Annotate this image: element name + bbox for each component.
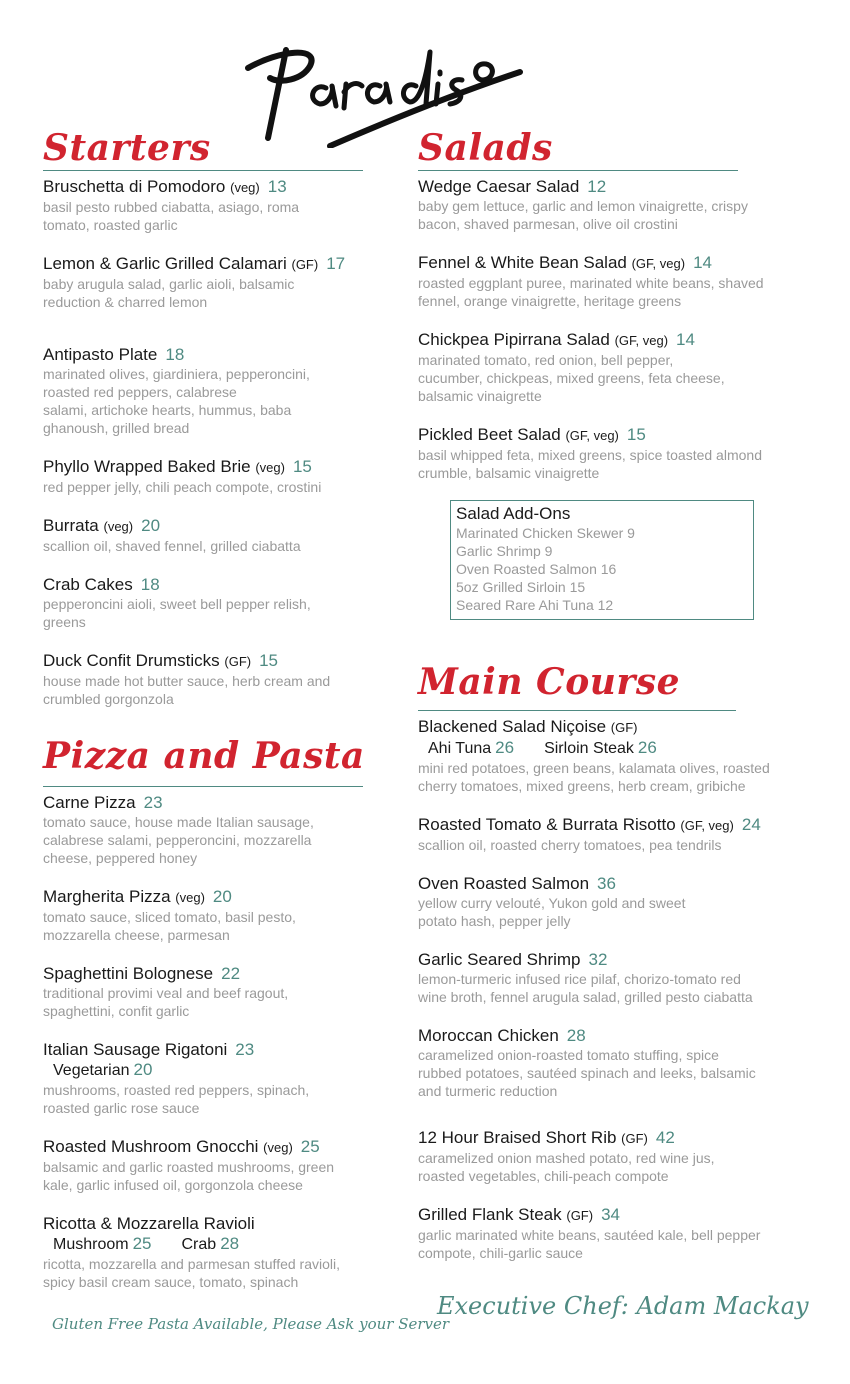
menu-item — [43, 651, 413, 708]
menu-item — [43, 793, 413, 867]
dietary-tag: (veg) — [175, 890, 205, 905]
menu-item-price: 18 — [140, 575, 160, 594]
menu-item — [43, 457, 413, 496]
menu-item — [418, 1026, 828, 1100]
menu-item-title-line — [418, 330, 828, 351]
menu-item-description: baby gem lettuce, garlic and lemon vinaigrette, crispy — [418, 198, 748, 214]
menu-item-title-line — [418, 1128, 828, 1149]
right-column — [418, 128, 828, 482]
salads-title: Salads — [418, 127, 553, 169]
dietary-tag: (GF) — [291, 257, 319, 272]
menu-item-description: spicy basil cream sauce, tomato, spinach — [43, 1274, 299, 1290]
menu-item-name: Burrata — [43, 516, 99, 535]
menu-item-price: 36 — [597, 874, 616, 893]
menu-item-name: Chickpea Pipirrana Salad — [418, 330, 610, 349]
main-course-list — [418, 717, 828, 1262]
menu-item-price: 14 — [693, 253, 712, 272]
addon-item: Marinated Chicken Skewer 9 — [456, 525, 635, 541]
menu-item-title-line — [43, 1137, 413, 1158]
menu-item-price: 24 — [741, 815, 761, 834]
menu-item-price: 12 — [587, 177, 607, 196]
menu-item-description: crumble, balsamic vinaigrette — [418, 465, 600, 481]
variant-label: Vegetarian — [53, 1062, 130, 1079]
menu-item-price: 20 — [212, 887, 232, 906]
left-column — [43, 128, 413, 1291]
menu-item — [418, 1128, 828, 1185]
menu-item-description: spaghettini, confit garlic — [43, 1003, 190, 1019]
menu-item-variants — [418, 738, 828, 759]
menu-item-title-line — [43, 575, 413, 595]
menu-item-title-line — [418, 425, 828, 446]
menu-item-description: crumbled gorgonzola — [43, 691, 174, 707]
menu-item-description: lemon-turmeric infused rice pilaf, chorizo-tomato red — [418, 971, 741, 987]
salads-list — [418, 177, 828, 482]
menu-item — [43, 254, 413, 311]
menu-item-description: traditional provimi veal and beef ragout, — [43, 985, 289, 1001]
menu-item — [418, 950, 828, 1006]
variant-label: Crab — [181, 1236, 217, 1253]
variant-price: 26 — [637, 738, 657, 757]
menu-item — [43, 887, 413, 944]
menu-item-description: caramelized onion-roasted tomato stuffing, spice — [418, 1047, 719, 1063]
menu-item-description: tomato sauce, house made Italian sausage, — [43, 814, 314, 830]
menu-item — [43, 575, 413, 631]
menu-item — [418, 815, 828, 854]
menu-item-name: Grilled Flank Steak — [418, 1205, 562, 1224]
menu-item-description: mozzarella cheese, parmesan — [43, 927, 230, 943]
menu-item — [43, 177, 413, 234]
menu-item-description: ricotta, mozzarella and parmesan stuffed ravioli, — [43, 1256, 340, 1272]
dietary-tag: (GF, veg) — [680, 818, 734, 833]
menu-item-name: Bruschetta di Pomodoro — [43, 177, 226, 196]
menu-item — [43, 516, 413, 555]
menu-item — [418, 330, 828, 405]
gluten-free-note: Gluten Free Pasta Available, Please Ask your Server — [52, 1315, 450, 1333]
starters-list — [43, 177, 413, 708]
menu-item-description: tomato, roasted garlic — [43, 217, 178, 233]
menu-item-price: 42 — [655, 1128, 675, 1147]
menu-item-description: salami, artichoke hearts, hummus, baba — [43, 402, 292, 418]
menu-item-title-line — [418, 874, 828, 894]
menu-item-description: pepperoncini aioli, sweet bell pepper relish, — [43, 596, 311, 612]
menu-item-title-line — [43, 177, 413, 198]
menu-item-description: ghanoush, grilled bread — [43, 420, 190, 436]
menu-item-name: Italian Sausage Rigatoni — [43, 1040, 228, 1059]
addon-item: Seared Rare Ahi Tuna 12 — [456, 597, 614, 613]
menu-item-description: rubbed potatoes, sautéed spinach and leeks, balsamic — [418, 1065, 756, 1081]
menu-item-description: red pepper jelly, chili peach compote, crostini — [43, 479, 322, 495]
menu-item — [418, 253, 828, 310]
dietary-tag: (GF) — [224, 654, 252, 669]
dietary-tag: (GF, veg) — [614, 333, 669, 348]
menu-item-description: marinated tomato, red onion, bell pepper, — [418, 352, 674, 368]
menu-item-price: 20 — [141, 516, 161, 535]
menu-item — [418, 874, 828, 930]
menu-item-variants — [43, 1060, 413, 1081]
menu-item-description: scallion oil, shaved fennel, grilled ciabatta — [43, 538, 301, 554]
menu-item — [43, 1137, 413, 1194]
menu-item-name: Phyllo Wrapped Baked Brie — [43, 457, 251, 476]
addon-item: Garlic Shrimp 9 — [456, 543, 553, 559]
menu-item-description: baby arugula salad, garlic aioli, balsamic — [43, 276, 295, 292]
menu-item-description: compote, chili-garlic sauce — [418, 1245, 583, 1261]
menu-item — [43, 345, 413, 437]
menu-item-name: Oven Roasted Salmon — [418, 874, 590, 893]
menu-item-description: marinated olives, giardiniera, pepperoncini, — [43, 366, 310, 382]
dietary-tag: (GF, veg) — [565, 428, 619, 443]
menu-item-name: Moroccan Chicken — [418, 1026, 559, 1045]
variant-label: Ahi Tuna — [428, 740, 492, 757]
menu-item-description: and turmeric reduction — [418, 1083, 558, 1099]
menu-item-description: basil whipped feta, mixed greens, spice toasted almond — [418, 447, 762, 463]
menu-item-title-line — [43, 345, 413, 365]
menu-item-title-line — [418, 253, 828, 274]
menu-item — [418, 425, 828, 482]
menu-item-description: kale, garlic infused oil, gorgonzola cheese — [43, 1177, 303, 1193]
menu-item-description: roasted red peppers, calabrese — [43, 384, 237, 400]
menu-item-price: 23 — [235, 1040, 255, 1059]
menu-item-name: Pickled Beet Salad — [418, 425, 561, 444]
menu-item-title-line — [43, 1214, 413, 1234]
dietary-tag: (GF) — [621, 1131, 648, 1146]
menu-item-title-line — [43, 651, 413, 672]
pizza-pasta-list — [43, 793, 413, 1291]
menu-item-description: reduction & charred lemon — [43, 294, 208, 310]
menu-item-title-line — [418, 177, 828, 197]
menu-item-description: house made hot butter sauce, herb cream and — [43, 673, 331, 689]
menu-item-title-line — [43, 254, 413, 275]
menu-item-description: roasted vegetables, chili-peach compote — [418, 1168, 669, 1184]
menu-item-price: 17 — [326, 254, 346, 273]
menu-item-title-line — [418, 815, 828, 836]
menu-item-price: 22 — [221, 964, 241, 983]
menu-item-description: calabrese salami, pepperoncini, mozzarella — [43, 832, 312, 848]
menu-item-description: greens — [43, 614, 86, 630]
menu-item-description: mini red potatoes, green beans, kalamata olives, roasted — [418, 760, 770, 776]
addon-item: 5oz Grilled Sirloin 15 — [456, 579, 586, 595]
menu-item-name: Spaghettini Bolognese — [43, 964, 214, 983]
menu-item-price: 14 — [676, 330, 695, 349]
menu-item-title-line — [43, 457, 413, 478]
menu-item-price: 25 — [300, 1137, 320, 1156]
dietary-tag: (veg) — [103, 519, 134, 534]
menu-item — [418, 177, 828, 233]
salad-addons-box — [450, 500, 754, 620]
menu-item-price: 15 — [259, 651, 279, 670]
menu-item-description: balsamic and garlic roasted mushrooms, green — [43, 1159, 335, 1175]
menu-item-description: cherry tomatoes, mixed greens, herb cream, gribiche — [418, 778, 746, 794]
menu-item-title-line — [43, 964, 413, 984]
menu-item-price: 15 — [626, 425, 646, 444]
menu-item-description: tomato sauce, sliced tomato, basil pesto, — [43, 909, 296, 925]
menu-item-name: Antipasto Plate — [43, 345, 158, 364]
menu-item-name: Blackened Salad Niçoise — [418, 717, 607, 736]
menu-item — [43, 1214, 413, 1291]
starters-divider — [43, 170, 363, 171]
menu-item-price: 34 — [601, 1205, 620, 1224]
menu-item-description: yellow curry velouté, Yukon gold and sweet — [418, 895, 686, 911]
executive-chef-credit: Executive Chef: Adam Mackay — [437, 1292, 809, 1320]
menu-item-price: 23 — [143, 793, 163, 812]
menu-item-description: fennel, orange vinaigrette, heritage greens — [418, 293, 682, 309]
menu-item-name: Roasted Mushroom Gnocchi — [43, 1137, 259, 1156]
menu-item-title-line — [43, 516, 413, 537]
menu-item — [418, 1205, 828, 1262]
menu-item-name: Margherita Pizza — [43, 887, 171, 906]
menu-item-name: Garlic Seared Shrimp — [418, 950, 581, 969]
menu-item-price: 18 — [165, 345, 185, 364]
salad-addons-title: Salad Add-Ons — [456, 504, 571, 523]
menu-item-price: 15 — [292, 457, 312, 476]
menu-item-description: mushrooms, roasted red peppers, spinach, — [43, 1082, 310, 1098]
variant-label: Sirloin Steak — [544, 740, 634, 757]
dietary-tag: (veg) — [263, 1140, 293, 1155]
menu-item-title-line — [418, 1205, 828, 1226]
menu-item-variants — [43, 1234, 413, 1255]
menu-item-name: Crab Cakes — [43, 575, 133, 594]
main-course-title: Main Course — [418, 661, 681, 703]
menu-item-title-line — [418, 717, 828, 738]
pizza-pasta-divider — [43, 786, 363, 787]
menu-item-name: Ricotta & Mozzarella Ravioli — [43, 1214, 255, 1233]
menu-item-description: cheese, peppered honey — [43, 850, 198, 866]
menu-item-description: garlic marinated white beans, sautéed kale, bell pepper — [418, 1227, 761, 1243]
addon-item: Oven Roasted Salmon 16 — [456, 561, 617, 577]
salad-addons-list — [456, 524, 753, 614]
menu-item-name: Fennel & White Bean Salad — [418, 253, 627, 272]
menu-item — [43, 964, 413, 1020]
menu-item-title-line — [43, 887, 413, 908]
dietary-tag: (GF) — [610, 720, 638, 735]
menu-item-name: Roasted Tomato & Burrata Risotto — [418, 815, 676, 834]
salads-divider — [418, 170, 738, 171]
variant-price: 25 — [132, 1234, 152, 1253]
variant-price: 26 — [495, 738, 515, 757]
menu-item-title-line — [43, 793, 413, 813]
menu-item-description: wine broth, fennel arugula salad, grilled pesto ciabatta — [418, 989, 753, 1005]
menu-item-description: balsamic vinaigrette — [418, 388, 542, 404]
dietary-tag: (veg) — [230, 180, 260, 195]
menu-item-title-line — [43, 1040, 413, 1060]
menu-item-title-line — [418, 950, 828, 970]
menu-item-title-line — [418, 1026, 828, 1046]
menu-item-description: potato hash, pepper jelly — [418, 913, 571, 929]
menu-item-description: bacon, shaved parmesan, olive oil crostini — [418, 216, 678, 232]
menu-item-description: caramelized onion mashed potato, red wine jus, — [418, 1150, 715, 1166]
menu-item-name: Duck Confit Drumsticks — [43, 651, 220, 670]
variant-label: Mushroom — [53, 1236, 129, 1253]
menu-item-description: scallion oil, roasted cherry tomatoes, pea tendrils — [418, 837, 722, 853]
menu-item-name: 12 Hour Braised Short Rib — [418, 1128, 617, 1147]
pizza-pasta-title: Pizza and Pasta — [43, 735, 365, 777]
menu-item — [418, 717, 828, 795]
menu-item-description: roasted eggplant puree, marinated white beans, shaved — [418, 275, 764, 291]
menu-item-description: cucumber, chickpeas, mixed greens, feta cheese, — [418, 370, 725, 386]
menu-item-name: Lemon & Garlic Grilled Calamari — [43, 254, 287, 273]
menu-item — [43, 1040, 413, 1117]
starters-title: Starters — [43, 127, 211, 169]
variant-price: 28 — [220, 1234, 240, 1253]
dietary-tag: (GF) — [566, 1208, 594, 1223]
menu-item-price: 13 — [267, 177, 287, 196]
main-course-column — [418, 662, 828, 1262]
menu-item-price: 28 — [566, 1026, 586, 1045]
menu-item-name: Carne Pizza — [43, 793, 136, 812]
menu-item-price: 32 — [588, 950, 608, 969]
menu-item-description: roasted garlic rose sauce — [43, 1100, 200, 1116]
variant-price: 20 — [133, 1060, 153, 1079]
dietary-tag: (GF, veg) — [631, 256, 686, 271]
menu-item-description: basil pesto rubbed ciabatta, asiago, roma — [43, 199, 300, 215]
main-course-divider — [418, 710, 736, 711]
dietary-tag: (veg) — [255, 460, 285, 475]
menu-item-name: Wedge Caesar Salad — [418, 177, 580, 196]
